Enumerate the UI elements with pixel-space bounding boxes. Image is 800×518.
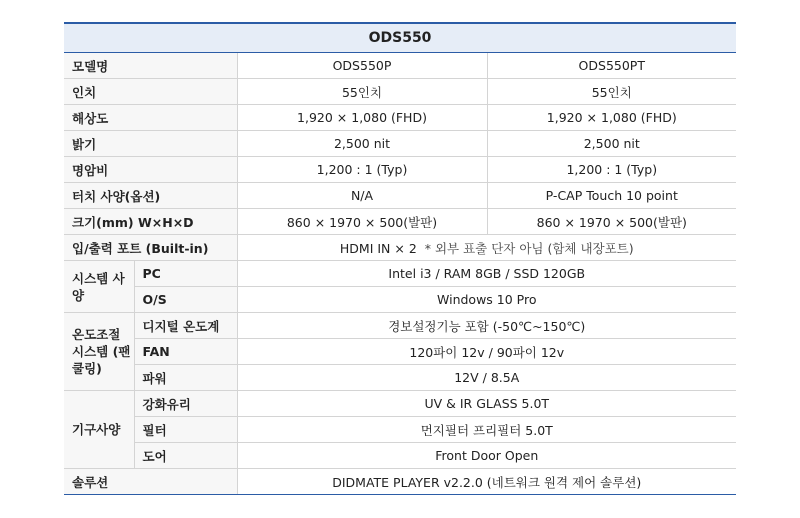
table-row [64, 235, 736, 261]
table-row [64, 209, 736, 235]
group-label-enclosure: 기구사양 [64, 391, 134, 469]
cell-contrast-b: 1,200 : 1 (Typ) [487, 157, 736, 183]
table-row [64, 183, 736, 209]
cell-model-b: ODS550PT [487, 53, 736, 79]
io-value: HDMI IN × 2 [339, 240, 417, 256]
cell-brightness-a: 2,500 nit [237, 131, 487, 157]
table-row [64, 339, 736, 365]
table-row [64, 261, 736, 287]
cell-resolution-b: 1,920 × 1,080 (FHD) [487, 105, 736, 131]
cell-size-a: 860 × 1970 × 500(발판) [237, 209, 487, 235]
cell-touch-b: P-CAP Touch 10 point [487, 183, 736, 209]
cell-door: Front Door Open [237, 443, 736, 469]
cell-brightness-b: 2,500 nit [487, 131, 736, 157]
spec-table [64, 22, 736, 495]
cell-glass: UV & IR GLASS 5.0T [237, 391, 736, 417]
row-label-io: 입/출력 포트 (Built-in) [64, 235, 237, 261]
row-label-touch: 터치 사양(옵션) [64, 183, 237, 209]
table-row [64, 391, 736, 417]
row-label-os: O/S [134, 287, 237, 313]
table-row [64, 157, 736, 183]
cell-thermometer: 경보설정기능 포함 (-50℃~150℃) [237, 313, 736, 339]
row-label-brightness: 밝기 [64, 131, 237, 157]
cell-resolution-a: 1,920 × 1,080 (FHD) [237, 105, 487, 131]
table-header-row [64, 23, 736, 53]
row-label-fan: FAN [134, 339, 237, 365]
row-label-resolution: 해상도 [64, 105, 237, 131]
table-row [64, 469, 736, 495]
row-label-pc: PC [134, 261, 237, 287]
table-row [64, 443, 736, 469]
cell-fan: 120파이 12v / 90파이 12v [237, 339, 736, 365]
row-label-thermometer: 디지털 온도계 [134, 313, 237, 339]
row-label-glass: 강화유리 [134, 391, 237, 417]
table-row [64, 53, 736, 79]
row-label-solution: 솔루션 [64, 469, 237, 495]
cell-inch-b: 55인치 [487, 79, 736, 105]
cell-os: Windows 10 Pro [237, 287, 736, 313]
cell-inch-a: 55인치 [237, 79, 487, 105]
row-label-door: 도어 [134, 443, 237, 469]
row-label-filter: 필터 [134, 417, 237, 443]
group-label-system: 시스템 사양 [64, 261, 134, 313]
cell-model-a: ODS550P [237, 53, 487, 79]
row-label-power: 파워 [134, 365, 237, 391]
table-title: ODS550 [64, 23, 736, 53]
cell-solution: DIDMATE PLAYER v2.2.0 (네트워크 원격 제어 솔루션) [237, 469, 736, 495]
cell-touch-a: N/A [237, 183, 487, 209]
table-row [64, 417, 736, 443]
cell-io [237, 235, 736, 261]
row-label-size: 크기(mm) W×H×D [64, 209, 237, 235]
table-row [64, 365, 736, 391]
table-row [64, 131, 736, 157]
cell-pc: Intel i3 / RAM 8GB / SSD 120GB [237, 261, 736, 287]
io-note: * 외부 표출 단자 아님 (함체 내장포트) [424, 240, 634, 256]
row-label-inch: 인치 [64, 79, 237, 105]
group-label-thermal: 온도조절 시스템 (팬 쿨링) [64, 313, 134, 391]
table-row [64, 313, 736, 339]
cell-filter: 먼지필터 프리필터 5.0T [237, 417, 736, 443]
table-row [64, 287, 736, 313]
cell-size-b: 860 × 1970 × 500(발판) [487, 209, 736, 235]
table-row [64, 79, 736, 105]
cell-power: 12V / 8.5A [237, 365, 736, 391]
row-label-contrast: 명암비 [64, 157, 237, 183]
table-row [64, 105, 736, 131]
cell-contrast-a: 1,200 : 1 (Typ) [237, 157, 487, 183]
row-label-model: 모델명 [64, 53, 237, 79]
